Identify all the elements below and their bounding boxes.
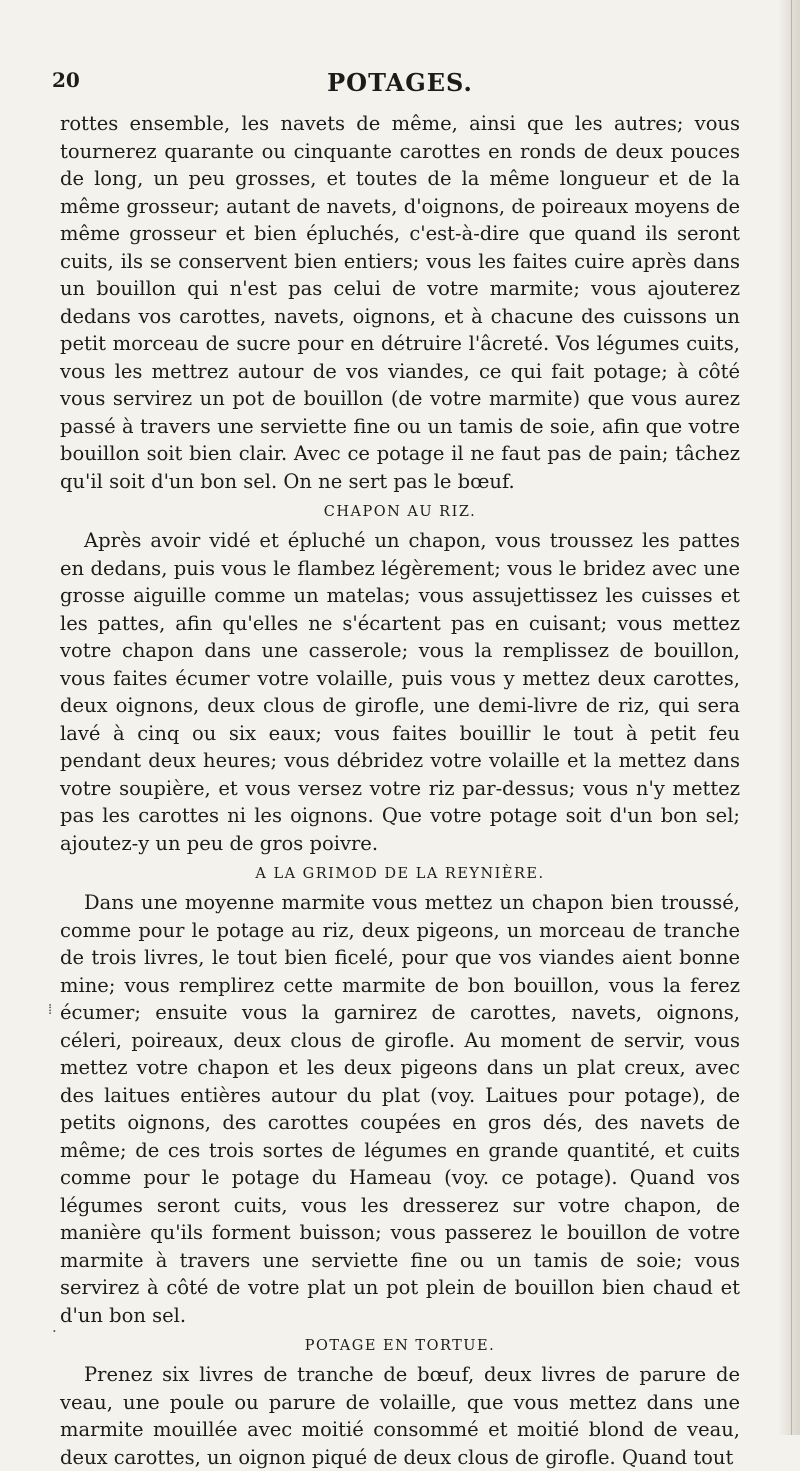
section-title-chapon-au-riz: CHAPON AU RIZ.: [323, 504, 477, 520]
running-head: POTAGES.: [327, 68, 473, 97]
margin-ink-speck: ·: [52, 1322, 57, 1340]
paragraph-chapon-au-riz: Après avoir vidé et épluché un chapon, vous troussez les pattes en dedans, puis vous le flambez légèrement; vous le bridez avec une grosse aiguille comme un matelas; vous assujettissez les cuisses et les pattes, afin qu'elles ne s'écartent pas en cuisant; vous mettez votre chapon dans une casserole; vous la remplissez de bouillon, vous faites écumer votre volaille, puis vous y mettez deux carottes, deux oignons, deux clous de girofle, une demi-livre de riz, qui sera lavé à cinq ou six eaux; vous faites bouillir le tout à petit feu pendant deux heures; vous débridez votre volaille et la mettez dans votre soupière, et vous versez votre riz par-dessus; vous n'y mettez pas les carottes ni les oignons. Que votre potage soit d'un bon sel; ajoutez-y un peu de gros poivre.: [60, 529, 740, 855]
paragraph-potage-en-tortue: Prenez six livres de tranche de bœuf, deux livres de parure de veau, une poule ou parure de volaille, que vous mettez dans une marmite mouillée avec moitié consommé et moitié blond de veau, deux carottes, un oignon piqué de deux clous de girofle. Quand tout: [60, 1363, 740, 1469]
page-content: [52, 68, 740, 1471]
page-edge-line: [791, 0, 792, 1435]
page-header: [52, 68, 740, 110]
body-text: [60, 110, 740, 1471]
section-title-grimod: A LA GRIMOD DE LA REYNIÈRE.: [255, 866, 545, 882]
section-title-potage-en-tortue: POTAGE EN TORTUE.: [304, 1338, 496, 1354]
page-edge-shadow: [778, 0, 800, 1435]
paragraph-continuation: rottes ensemble, les navets de même, ainsi que les autres; vous tournerez quarante ou cinquante carottes en ronds de deux pouces de long, un peu grosses, et toutes de la même longueur et de la même grosseur; autant de navets, d'oignons, de poireaux moyens de même grosseur et bien épluchés, c'est-à-dire que quand ils seront cuits, ils se conservent bien entiers; vous les faites cuire après dans un bouillon qui n'est pas celui de votre marmite; vous ajouterez dedans vos carottes, navets, oignons, et à chacune des cuissons un petit morceau de sucre pour en détruire l'âcreté. Vos légumes cuits, vous les mettrez autour de vos viandes, ce qui fait potage; à côté vous servirez un pot de bouillon (de votre marmite) que vous aurez passé à travers une serviette fine ou un tamis de soie, afin que votre bouillon soit bien clair. Avec ce potage il ne faut pas de pain; tâchez qu'il soit d'un bon sel. On ne sert pas le bœuf.: [60, 112, 740, 493]
paragraph-grimod: Dans une moyenne marmite vous mettez un chapon bien troussé, comme pour le potage au riz, deux pigeons, un morceau de tranche de trois livres, le tout bien ficelé, pour que vos viandes aient bonne mine; vous remplirez cette marmite de bon bouillon, vous la ferez écumer; ensuite vous la garnirez de carottes, navets, oignons, céleri, poireaux, deux clous de girofle. Au moment de servir, vous mettez votre chapon et les deux pigeons dans un plat creux, avec des laitues entières autour du plat (voy. Laitues pour potage), de petits oignons, des carottes coupées en gros dés, des navets de même; de ces trois sortes de légumes en grande quantité, et cuits comme pour le potage du Hameau (voy. ce potage). Quand vos légumes seront cuits, vous les dresserez sur votre chapon, de manière qu'ils forment buisson; vous passerez le bouillon de votre marmite à travers une serviette fine ou un tamis de soie; vous servirez à côté de votre plat un pot plein de bouillon bien chaud et d'un bon sel.: [60, 891, 740, 1327]
page-number: 20: [52, 68, 80, 92]
margin-ink-mark: ⁞: [48, 1000, 53, 1018]
